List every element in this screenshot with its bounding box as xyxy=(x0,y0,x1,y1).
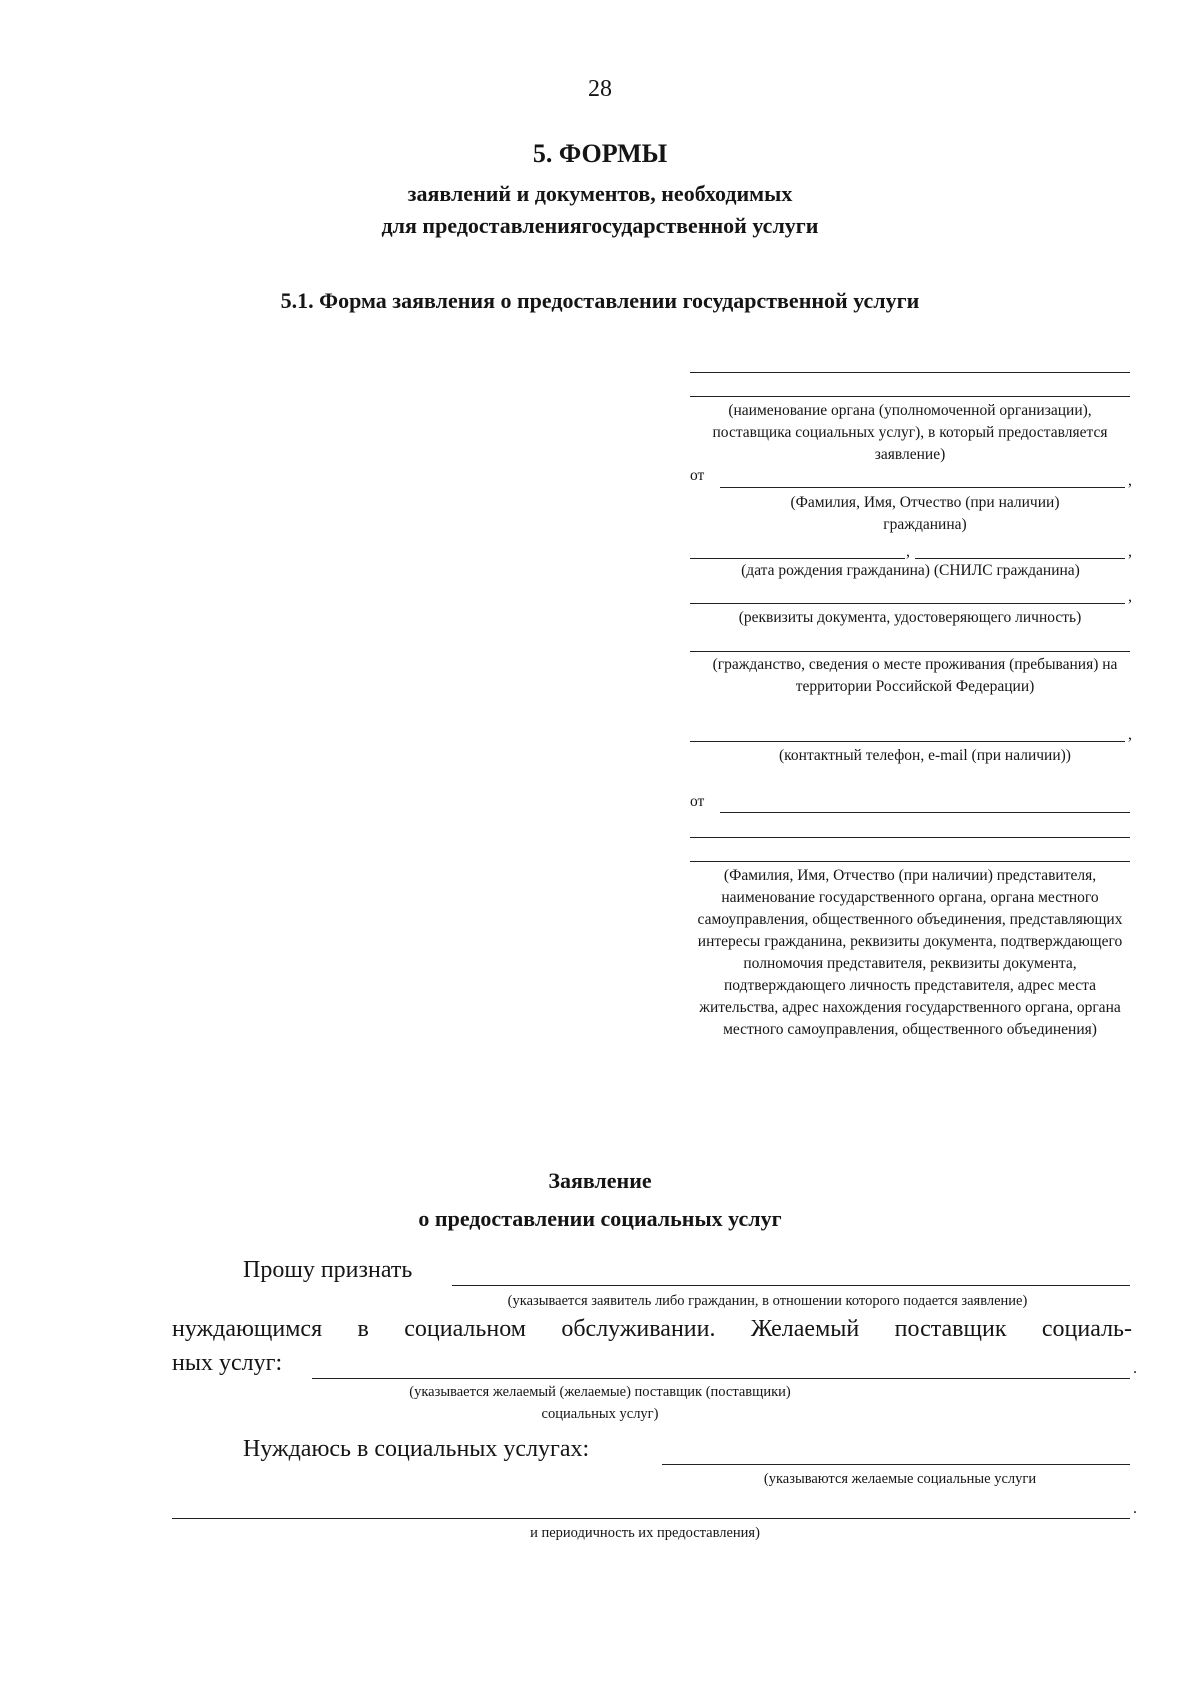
representative-line-2 xyxy=(690,837,1130,838)
from-label: от xyxy=(690,467,705,484)
representative-line-3 xyxy=(690,861,1130,862)
birth-date-line xyxy=(690,558,905,559)
provider-note xyxy=(360,1381,840,1425)
contact-line xyxy=(690,741,1125,742)
representative-line-1 xyxy=(720,812,1130,813)
document-subtitle xyxy=(0,178,1200,242)
applicant-note: (указывается заявитель либо гражданин, в отношении которого подается заявление) xyxy=(507,1293,1028,1309)
services-frequency-line xyxy=(172,1518,1130,1519)
comma: , xyxy=(1128,543,1132,560)
period: . xyxy=(1133,1360,1137,1377)
services-note-2: и периодичность их предоставления) xyxy=(530,1525,760,1541)
provider-line xyxy=(312,1378,1130,1379)
application-subtitle: о предоставлении социальных услуг xyxy=(418,1206,782,1231)
request-label: Прошу признать xyxy=(243,1257,413,1283)
comma: , xyxy=(1128,472,1132,489)
comma: , xyxy=(1128,726,1132,743)
citizenship-note: (гражданство, сведения о месте проживания (пребывания) на территории Российской Федерации) xyxy=(712,656,1118,695)
application-title: Заявление xyxy=(548,1168,652,1193)
applicant-fio-line xyxy=(720,487,1125,488)
id-document-note: (реквизиты документа, удостоверяющего личность) xyxy=(738,609,1082,626)
need-statement: нуждающимся в социальном обслуживании. Желаемый поставщик социаль- xyxy=(172,1316,1132,1342)
section-heading: 5.1. Форма заявления о предоставлении государственной услуги xyxy=(280,288,920,313)
services-label: Нуждаюсь в социальных услугах: xyxy=(243,1436,590,1462)
period: . xyxy=(1133,1500,1137,1517)
contact-note: (контактный телефон, e-mail (при наличии)) xyxy=(779,747,1071,764)
provider-note-line-2: социальных услуг) xyxy=(541,1406,659,1422)
id-document-line xyxy=(690,603,1125,604)
document-subtitle-line-2: для предоставлениягосударственной услуги xyxy=(381,213,819,238)
document-subtitle-line-1: заявлений и документов, необходимых xyxy=(407,181,793,206)
services-note-1: (указываются желаемые социальные услуги xyxy=(763,1471,1037,1487)
org-name-note: (наименование органа (уполномоченной организации), поставщика социальных услуг), в который предоставляется заявление) xyxy=(712,402,1108,463)
provider-label: ных услуг: xyxy=(172,1350,283,1376)
birth-snils-note: (дата рождения гражданина) (СНИЛС гражданина) xyxy=(741,562,1080,579)
citizenship-line xyxy=(690,651,1130,652)
org-name-line-1 xyxy=(690,372,1130,373)
representative-note: (Фамилия, Имя, Отчество (при наличии) представителя, наименование государственного органа, органа местного самоуправления, общественного объединения, представляющих интересы гражданина, реквизиты документа, подтверждающего полномочия представителя, реквизиты документа, подтверждающего личность представителя, адрес места жительства, адрес нахождения государственного органа, органа местного самоуправления, общественного объединения) xyxy=(697,867,1123,1038)
comma: , xyxy=(906,543,910,560)
document-title: 5. ФОРМЫ xyxy=(532,139,668,168)
services-line xyxy=(662,1464,1130,1465)
page-number: 28 xyxy=(588,76,612,102)
snils-line xyxy=(915,558,1125,559)
org-name-line-2 xyxy=(690,396,1130,397)
comma: , xyxy=(1128,588,1132,605)
provider-note-line-1: (указывается желаемый (желаемые) поставщик (поставщики) xyxy=(409,1384,791,1400)
from-label-representative: от xyxy=(690,793,705,810)
applicant-fio-note: (Фамилия, Имя, Отчество (при наличии) гражданина) xyxy=(790,494,1060,533)
applicant-line xyxy=(452,1285,1130,1286)
